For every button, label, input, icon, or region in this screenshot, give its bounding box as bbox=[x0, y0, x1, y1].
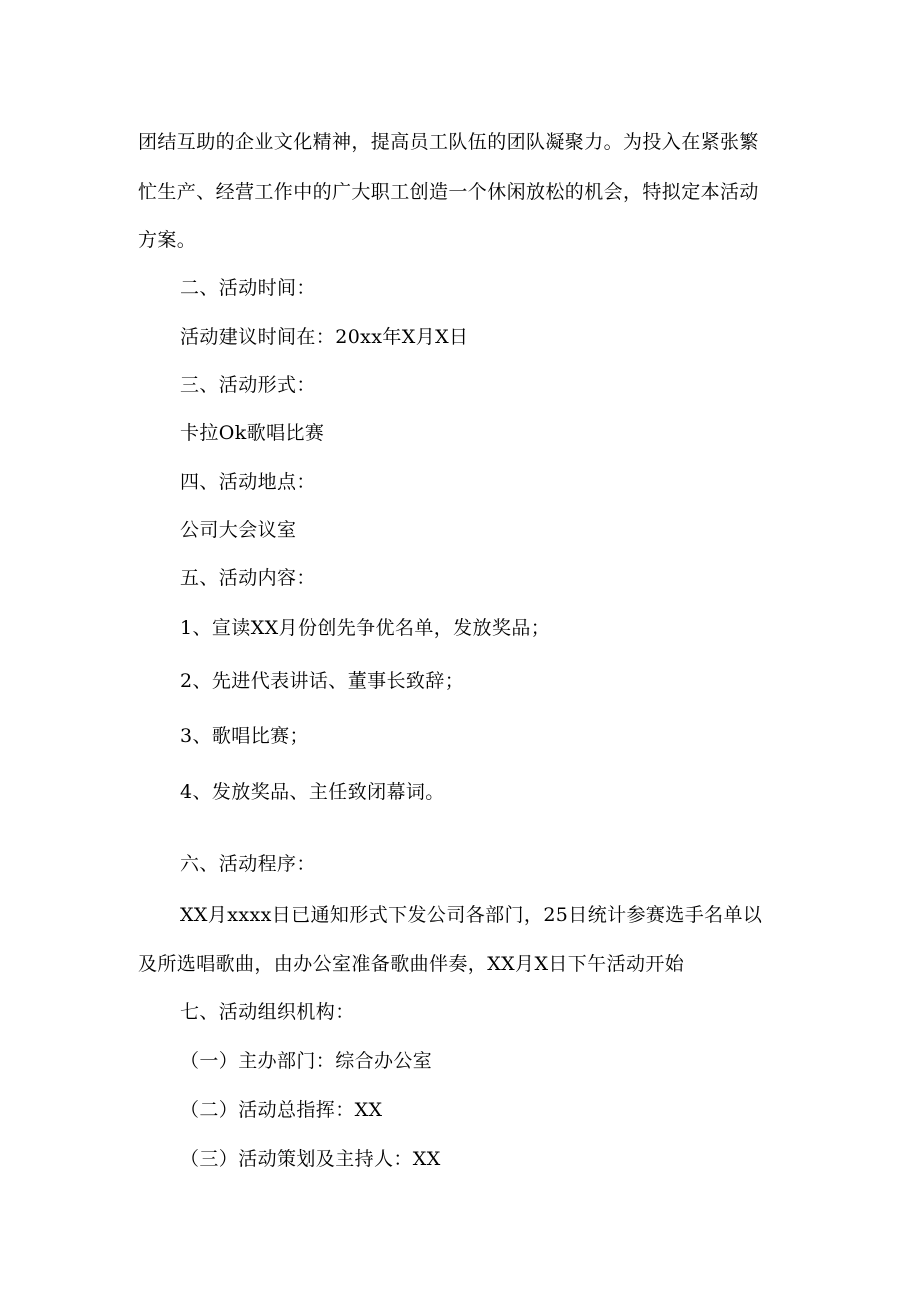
intro-line-2: 忙生产、经营工作中的广大职工创造一个休闲放松的机会，特拟定本活动 bbox=[138, 181, 759, 203]
intro-line-3: 方案。 bbox=[138, 229, 197, 251]
section-7-item-2: （二）活动总指挥：XX bbox=[180, 1099, 383, 1121]
section-4-heading: 四、活动地点： bbox=[180, 471, 316, 493]
section-3-body: 卡拉Ok歌唱比赛 bbox=[180, 422, 325, 444]
section-6-heading: 六、活动程序： bbox=[180, 853, 316, 875]
section-5-item-3: 3、歌唱比赛； bbox=[180, 725, 309, 747]
section-2-heading: 二、活动时间： bbox=[180, 277, 316, 299]
section-6-body-line-1: XX月xxxx日已通知形式下发公司各部门，25日统计参赛选手名单以 bbox=[180, 904, 763, 926]
intro-line-1: 团结互助的企业文化精神，提高员工队伍的团队凝聚力。为投入在紧张繁 bbox=[138, 131, 759, 153]
section-5-item-1: 1、宣读XX月份创先争优名单，发放奖品； bbox=[180, 617, 551, 639]
section-5-item-4: 4、发放奖品、主任致闭幕词。 bbox=[180, 781, 445, 803]
section-5-item-2: 2、先进代表讲话、董事长致辞； bbox=[180, 670, 465, 692]
section-6-body-line-2: 及所选唱歌曲，由办公室准备歌曲伴奏，XX月X日下午活动开始 bbox=[138, 953, 685, 975]
section-7-heading: 七、活动组织机构： bbox=[180, 1001, 355, 1023]
section-3-heading: 三、活动形式： bbox=[180, 374, 316, 396]
section-7-item-3: （三）活动策划及主持人：XX bbox=[180, 1148, 441, 1170]
section-2-body: 活动建议时间在：20xx年X月X日 bbox=[180, 326, 469, 348]
section-7-item-1: （一）主办部门：综合办公室 bbox=[180, 1050, 433, 1072]
section-5-heading: 五、活动内容： bbox=[180, 567, 316, 589]
section-4-body: 公司大会议室 bbox=[180, 519, 297, 541]
